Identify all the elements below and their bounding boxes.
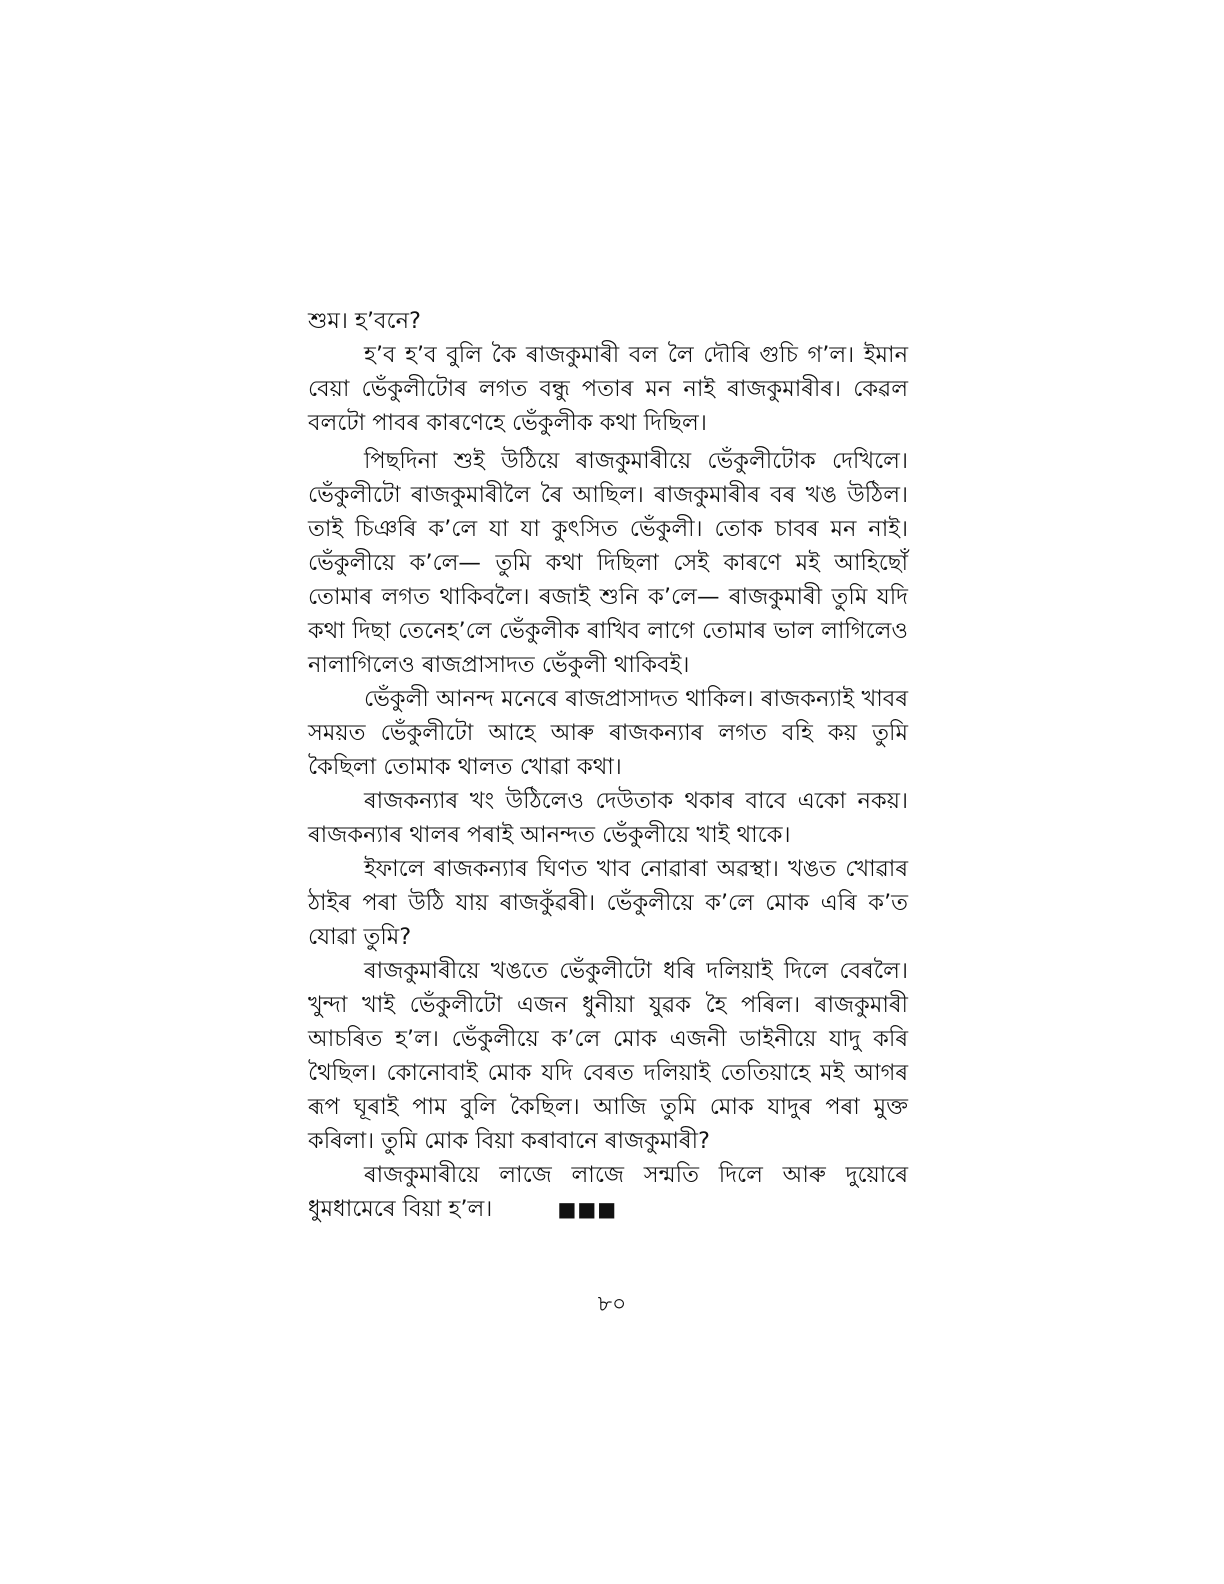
paragraph-7: ৰাজকুমাৰীয়ে খঙতে ভেঁকুলীটো ধৰি দলিয়াই দিলে বেৰলৈ। খুন্দা খাই ভেঁকুলীটো এজন ধুনীয়া যুৱক হৈ পৰিল। ৰাজকুমাৰী আচৰিত হ’ল। ভেঁকুলীয়ে ক’লে মোক এজনী ডাইনীয়ে যাদু কৰি থৈছিল। কোনোবাই মোক যদি বেৰত দলিয়াই তেতিয়াহে মই আগৰ ৰূপ ঘূৰাই পাম বুলি কৈছিল। আজি তুমি মোক যাদুৰ পৰা মুক্ত কৰিলা। তুমি মোক বিয়া কৰাবানে ৰাজকুমাৰী? — [308, 958, 908, 1154]
paragraph-6: ইফালে ৰাজকন্যাৰ ঘিণত খাব নোৱাৰা অৱস্থা। খঙত খোৱাৰ ঠাইৰ পৰা উঠি যায় ৰাজকুঁৱৰী। ভেঁকুলীয়ে ক’লে মোক এৰি ক’ত যোৱা তুমি? — [308, 856, 908, 950]
paragraph-8 — [308, 1158, 908, 1226]
end-mark: ■■■ — [557, 1197, 618, 1221]
paragraph-8-text: ৰাজকুমাৰীয়ে লাজে লাজে সন্মতি দিলে আৰু দুয়োৰে ধুমধামেৰে বিয়া হ’ল। — [308, 1162, 908, 1222]
paragraph-5: ৰাজকন্যাৰ খং উঠিলেও দেউতাক থকাৰ বাবে একো নকয়। ৰাজকন্যাৰ থালৰ পৰাই আনন্দত ভেঁকুলীয়ে খাই থাকে। — [308, 788, 908, 848]
paragraph-4: ভেঁকুলী আনন্দ মনেৰে ৰাজপ্ৰাসাদত থাকিল। ৰাজকন্যাই খাবৰ সময়ত ভেঁকুলীটো আহে আৰু ৰাজকন্যাৰ লগত বহি কয় তুমি কৈছিলা তোমাক থালত খোৱা কথা। — [308, 686, 908, 780]
paragraph-3: পিছদিনা শুই উঠিয়ে ৰাজকুমাৰীয়ে ভেঁকুলীটোক দেখিলে। ভেঁকুলীটো ৰাজকুমাৰীলৈ ৰৈ আছিল। ৰাজকুমাৰীৰ বৰ খঙ উঠিল। তাই চিঞৰি ক’লে যা যা কুৎসিত ভেঁকুলী। তোক চাবৰ মন নাই। ভেঁকুলীয়ে ক’লে— তুমি কথা দিছিলা সেই কাৰণে মই আহিছোঁ তোমাৰ লগত থাকিবলৈ। ৰজাই শুনি ক’লে— ৰাজকুমাৰী তুমি যদি কথা দিছা তেনেহ’লে ভেঁকুলীক ৰাখিব লাগে তোমাৰ ভাল লাগিলেও নালাগিলেও ৰাজপ্ৰাসাদত ভেঁকুলী থাকিবই। — [308, 448, 908, 678]
page-number: ৮০ — [597, 1292, 627, 1317]
story-text — [308, 304, 908, 1226]
paragraph-1: শুম। হ’বনে? — [308, 308, 421, 334]
paragraph-2: হ’ব হ’ব বুলি কৈ ৰাজকুমাৰী বল লৈ দৌৰি গুচি গ’ল। ইমান বেয়া ভেঁকুলীটোৰ লগত বন্ধু পতাৰ মন নাই ৰাজকুমাৰীৰ। কেৱল বলটো পাবৰ কাৰণেহে ভেঁকুলীক কথা দিছিল। — [308, 342, 908, 436]
